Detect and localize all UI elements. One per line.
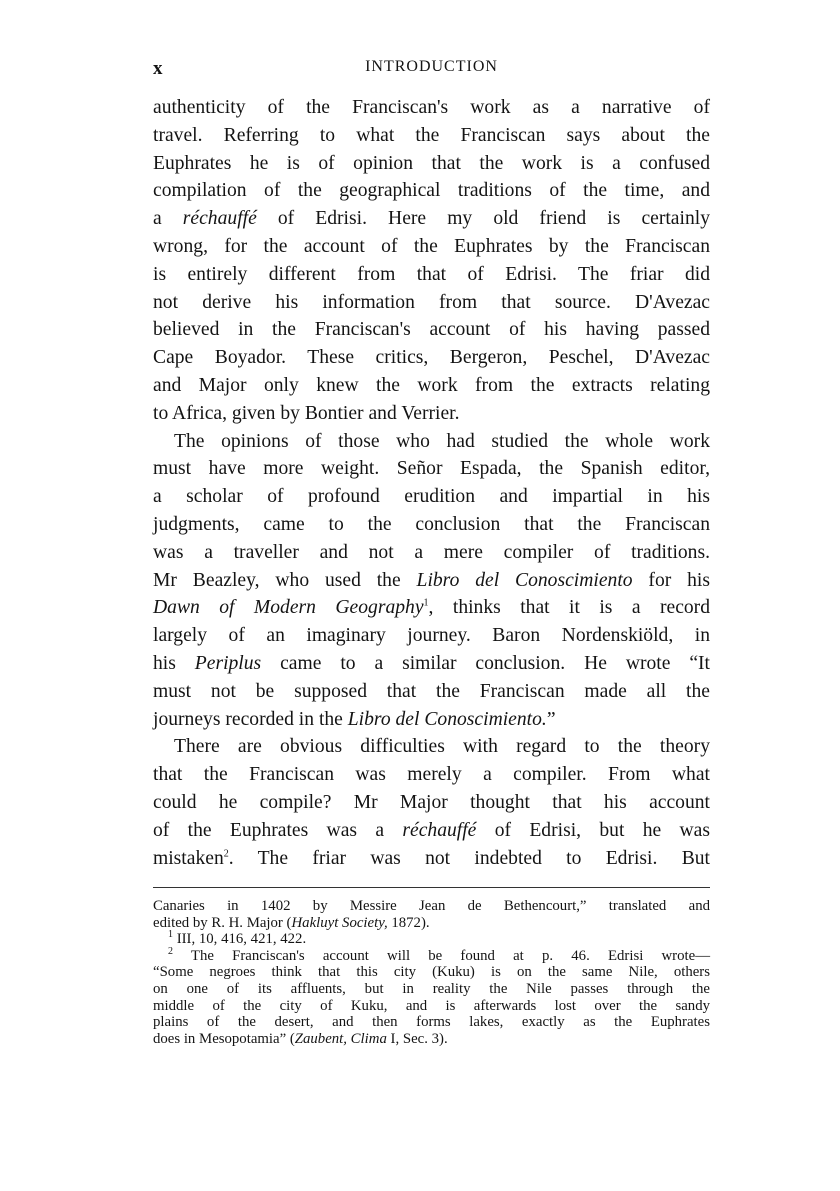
body-line bbox=[153, 567, 710, 595]
body-line bbox=[153, 789, 710, 817]
footnote-line bbox=[153, 964, 710, 981]
text-run: for his bbox=[632, 569, 710, 591]
text-run: ” bbox=[546, 708, 556, 730]
body-line bbox=[153, 122, 710, 150]
footnote-line bbox=[153, 945, 710, 965]
text-run: authenticity of the Franciscan's work as a narrative of bbox=[153, 97, 710, 118]
italic-title: Periplus bbox=[194, 652, 262, 674]
text-run: I, Sec. 3). bbox=[386, 1030, 448, 1047]
text-run: plains of the desert, and then forms lakes, exactly as the Euphrates bbox=[153, 1014, 710, 1031]
body-line bbox=[153, 400, 710, 428]
text-run: . The friar was not indebted to Edrisi. But bbox=[228, 847, 710, 869]
text-run: his bbox=[153, 652, 195, 674]
footnote-marker: 1 bbox=[168, 929, 173, 941]
text-run: a bbox=[153, 208, 183, 230]
body-line bbox=[153, 733, 710, 761]
text-run: does in Mesopotamia” ( bbox=[153, 1030, 295, 1047]
body-line bbox=[153, 316, 710, 344]
body-line bbox=[153, 761, 710, 789]
footnote-line bbox=[153, 1014, 710, 1031]
body-line bbox=[153, 845, 710, 873]
body-line bbox=[153, 817, 710, 845]
footnote-line bbox=[153, 1031, 710, 1048]
text-run: Cape Boyador. These critics, Bergeron, Peschel, D'Avezac bbox=[153, 347, 710, 369]
text-run: The Franciscan's account will be found at p. 46. Edrisi wrote— bbox=[173, 947, 710, 964]
italic-title: Dawn of Modern Geography bbox=[153, 597, 424, 619]
body-line bbox=[153, 678, 710, 706]
body-line bbox=[153, 650, 710, 678]
text-run: edited by R. H. Major ( bbox=[153, 914, 292, 931]
text-run: must have more weight. Señor Espada, the Spanish editor, bbox=[153, 458, 710, 480]
text-run: journeys recorded in the bbox=[153, 708, 348, 730]
body-line bbox=[153, 539, 710, 567]
footnote-line bbox=[153, 981, 710, 998]
text-run: that the Franciscan was merely a compiler. From what bbox=[153, 764, 710, 786]
body-line bbox=[153, 261, 710, 289]
text-run: came to a similar conclusion. He wrote “It bbox=[261, 652, 711, 674]
text-run: on one of its affluents, but in reality the Nile passes through the bbox=[153, 980, 710, 997]
footnote-line bbox=[153, 931, 710, 948]
text-run: “Some negroes think that this city (Kuku) is on the same Nile, others bbox=[153, 964, 710, 981]
text-run: of Edrisi. Here my old friend is certainly bbox=[256, 208, 710, 230]
page-number: x bbox=[153, 58, 163, 79]
text-run: is entirely different from that of Edrisi. The friar did bbox=[153, 263, 710, 285]
text-run: could he compile? Mr Major thought that his account bbox=[153, 791, 710, 813]
text-run: wrong, for the account of the Euphrates by the Franciscan bbox=[153, 235, 710, 257]
text-run: travel. Referring to what the Franciscan says about the bbox=[153, 124, 710, 146]
body-line bbox=[153, 511, 710, 539]
body-line bbox=[153, 622, 710, 650]
text-run: of the Euphrates was a bbox=[153, 819, 403, 841]
main-text bbox=[153, 94, 710, 872]
text-run: 1872). bbox=[387, 914, 430, 931]
body-line bbox=[153, 94, 710, 122]
body-line bbox=[153, 289, 710, 317]
text-run: a scholar of profound erudition and impartial in his bbox=[153, 486, 710, 508]
running-head: INTRODUCTION bbox=[365, 58, 498, 75]
footnote-line bbox=[153, 998, 710, 1015]
text-run: middle of the city of Kuku, and is afterwards lost over the sandy bbox=[153, 997, 710, 1014]
italic-title: réchauffé bbox=[402, 819, 477, 841]
text-run: The opinions of those who had studied the whole work bbox=[174, 430, 710, 452]
footnote-rule bbox=[153, 887, 710, 888]
italic-title: réchauffé bbox=[182, 208, 257, 230]
text-run: and Major only knew the work from the extracts relating bbox=[153, 374, 710, 396]
text-run: was a traveller and not a mere compiler of traditions. bbox=[153, 541, 710, 563]
body-line bbox=[153, 706, 710, 734]
body-line bbox=[153, 150, 710, 178]
text-run: to Africa, given by Bontier and Verrier. bbox=[153, 402, 460, 424]
italic-title: Libro del Conoscimiento. bbox=[347, 708, 547, 730]
footnote-marker: 1 bbox=[423, 597, 429, 609]
footnotes bbox=[153, 898, 710, 1047]
body-line bbox=[153, 428, 710, 456]
text-run: judgments, came to the conclusion that the Franciscan bbox=[153, 513, 710, 535]
text-run: Canaries in 1402 by Messire Jean de Bethencourt,” translated and bbox=[153, 898, 710, 914]
body-line bbox=[153, 344, 710, 372]
text-run: largely of an imaginary journey. Baron Nordenskiöld, in bbox=[153, 625, 710, 647]
text-run: not derive his information from that source. D'Avezac bbox=[153, 291, 710, 313]
text-run: III, 10, 416, 421, 422. bbox=[173, 931, 307, 948]
text-run: Mr Beazley, who used the bbox=[153, 569, 417, 591]
body-line bbox=[153, 594, 710, 622]
body-line bbox=[153, 372, 710, 400]
footnote-marker: 2 bbox=[223, 847, 229, 859]
body-line bbox=[153, 233, 710, 261]
body-line bbox=[153, 205, 710, 233]
footnote-line bbox=[153, 898, 710, 915]
italic-title: Hakluyt Society, bbox=[291, 914, 388, 931]
footnote-line bbox=[153, 915, 710, 932]
italic-title: Zaubent, Clima bbox=[294, 1030, 387, 1047]
page-header bbox=[153, 58, 710, 82]
text-run: of Edrisi, but he was bbox=[476, 819, 710, 841]
body-line bbox=[153, 483, 710, 511]
body-line bbox=[153, 177, 710, 205]
italic-title: Libro del Conoscimiento bbox=[416, 569, 633, 591]
text-run: , thinks that it is a record bbox=[428, 597, 711, 619]
text-run: mistaken bbox=[153, 847, 224, 869]
text-run: There are obvious difficulties with regard to the theory bbox=[174, 736, 710, 758]
text-run: compilation of the geographical traditions of the time, and bbox=[153, 180, 710, 202]
text-run: Euphrates he is of opinion that the work is a confused bbox=[153, 152, 710, 174]
body-line bbox=[153, 455, 710, 483]
footnote-marker: 2 bbox=[168, 945, 173, 957]
text-run: must not be supposed that the Franciscan made all the bbox=[153, 680, 710, 702]
text-run: believed in the Franciscan's account of his having passed bbox=[153, 319, 710, 341]
